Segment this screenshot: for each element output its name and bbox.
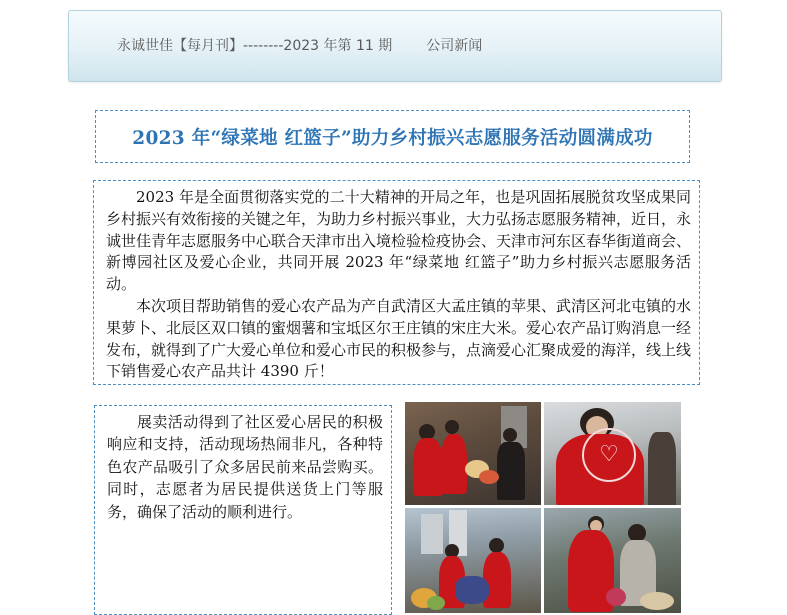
article-paragraph-1: 2023 年是全面贯彻落实党的二十大精神的开局之年，也是巩固拓展脱贫攻坚成果同乡村振兴有效衔接的关键之年，为助力乡村振兴事业，大力弘扬志愿服务精神，近日，永诚世佳青年志愿服务中心联合天津市出入境检验检疫协会、天津市河东区春华街道商会、新博园社区及爱心企业，共同开展 2023 年“绿菜地 红篮子”助力乡村振兴志愿服务活动。 — [106, 188, 692, 294]
photo-collage — [405, 402, 681, 613]
photo-volunteer-vest — [544, 402, 681, 505]
publication-name: 永诚世佳【每月刊】 — [117, 38, 243, 54]
photo-volunteers-selling — [405, 402, 541, 505]
issue-number: --------2023 年第 11 期 — [243, 38, 393, 54]
section-name: 公司新闻 — [426, 38, 483, 54]
article-body-box — [93, 180, 700, 385]
newsletter-header — [68, 10, 722, 82]
header-line — [117, 35, 482, 55]
article-paragraph-2: 本次项目帮助销售的爱心农产品为产自武清区大孟庄镇的苹果、武清区河北屯镇的水果萝卜、北辰区双口镇的蜜烟薯和宝坻区尔王庄镇的宋庄大米。爱心农产品订购消息一经发布，就得到了广大爱心单位和爱心市民的积极参与，点滴爱心汇聚成爱的海洋，线上线下销售爱心农产品共计 4390 斤！ — [106, 296, 692, 381]
volunteer-logo-icon: ♡ — [582, 428, 636, 482]
article-title-box — [95, 110, 690, 163]
photo-residents-buying — [405, 508, 541, 613]
event-paragraph: 展卖活动得到了社区爱心居民的积极响应和支持，活动现场热闹非凡，各种特色农产品吸引了众多居民前来品尝购买。同时，志愿者为居民提供送货上门等服务，确保了活动的顺利进行。 — [107, 413, 383, 521]
event-description-box — [94, 405, 392, 615]
photo-volunteers-packing — [544, 508, 681, 613]
article-title: 2023 年“绿菜地 红篮子”助力乡村振兴志愿服务活动圆满成功 — [132, 127, 653, 149]
